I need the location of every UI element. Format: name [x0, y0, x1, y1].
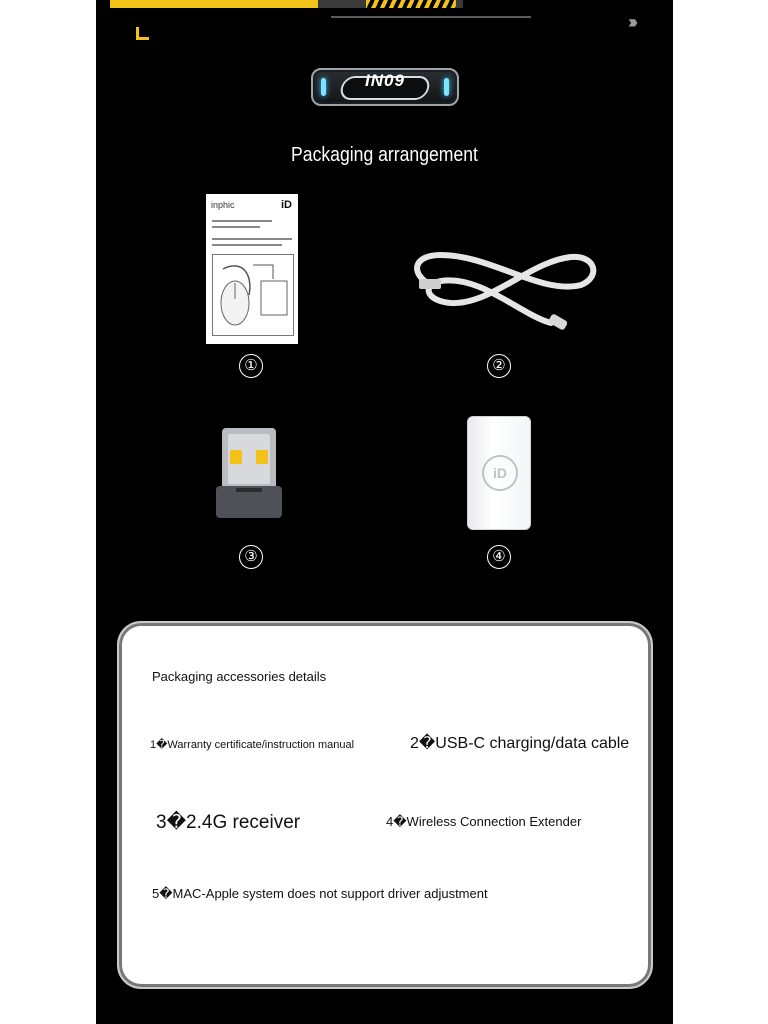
detail-item-4: 4�Wireless Connection Extender: [386, 814, 582, 829]
manual-image: [206, 194, 298, 344]
manual-illustration: [212, 254, 294, 336]
details-card-inner: [123, 627, 647, 983]
model-name: IN09: [365, 71, 405, 90]
detail-item-2: 2�USB-C charging/data cable: [410, 735, 630, 752]
top-hatch-pattern: [366, 0, 456, 8]
extender-logo-icon: iD: [482, 455, 518, 491]
item-number-4: ④: [487, 545, 511, 569]
manual-text-line: [212, 226, 260, 228]
item-number-1: ①: [239, 354, 263, 378]
details-card: [117, 621, 653, 989]
details-title: Packaging accessories details: [152, 669, 327, 684]
mouse-diagram-icon: [213, 255, 293, 335]
extender-image: [467, 416, 531, 530]
item-number-2: ②: [487, 354, 511, 378]
model-badge: [311, 68, 459, 106]
manual-text-line: [212, 244, 282, 246]
receiver-image: [216, 428, 282, 520]
product-page: [96, 0, 673, 1024]
usb-a-plug-icon: [419, 279, 441, 289]
detail-item-3: 3�2.4G receiver: [156, 812, 301, 833]
cable-image: [401, 245, 601, 345]
badge-light-right: [444, 78, 449, 96]
manual-brand: inphic: [211, 200, 235, 210]
manual-logo-icon: iD: [281, 199, 292, 211]
top-divider-line: [331, 16, 531, 18]
manual-text-line: [212, 238, 292, 240]
chevrons-right-icon: ›››: [628, 12, 634, 32]
item-number-3: ③: [239, 545, 263, 569]
usb-c-plug-icon: [548, 313, 569, 331]
manual-text-line: [212, 220, 272, 222]
detail-item-1: 1�Warranty certificate/instruction manual: [150, 739, 355, 751]
section-title: Packaging arrangement: [291, 144, 478, 166]
corner-bracket-icon: [136, 27, 149, 40]
detail-item-5: 5�MAC-Apple system does not support driver adjustment: [152, 886, 488, 901]
